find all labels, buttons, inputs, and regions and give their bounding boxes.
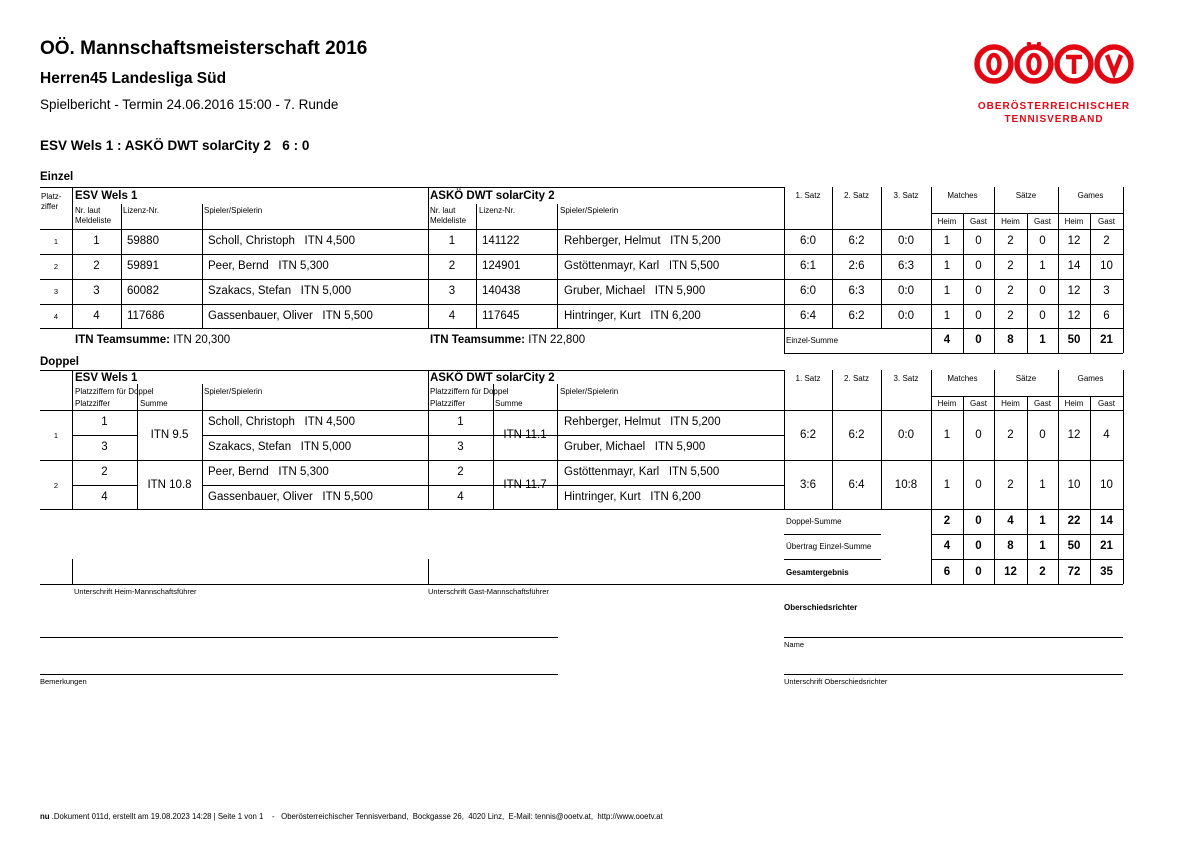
guest-team-name: ASKÖ DWT solarCity 2 [430, 190, 555, 202]
guest-spieler-label: Spieler/Spielerin [560, 206, 619, 215]
einzel-gast-header: Gast [1034, 217, 1051, 226]
doppel-satz2-header: 2. Satz [844, 374, 869, 383]
doppel-row-mh: 1 [943, 479, 951, 491]
guest-player-2: Hintringer, Kurt ITN 6,200 [564, 491, 701, 503]
home-lizenz: 59880 [127, 235, 159, 247]
einzel-row-gh: 12 [1067, 235, 1081, 247]
doppel-saetze-header: Sätze [1015, 374, 1037, 383]
einzel-row-s2: 6:2 [848, 310, 865, 322]
guest-player-1: Rehberger, Helmut ITN 5,200 [564, 416, 721, 428]
einzel-row-s2: 6:2 [848, 235, 865, 247]
einzel-saetze-header: Sätze [1015, 191, 1037, 200]
report-info: Spielbericht - Termin 24.06.2016 15:00 - 7. Runde [40, 97, 339, 112]
home-nr: 3 [93, 285, 100, 297]
bemerkungen-label: Bemerkungen [40, 677, 87, 686]
doppel-guest-platzziffer-label: Platzziffer [430, 399, 465, 408]
doppel-gast-header: Gast [1098, 399, 1115, 408]
logo-line1: OBERÖSTERREICHISCHER [977, 101, 1131, 112]
einzel-row-gg: 3 [1103, 285, 1110, 297]
einzel-row-sh: 2 [1007, 285, 1014, 297]
einzel-row-mg: 0 [975, 285, 982, 297]
home-lizenz: 60082 [127, 285, 159, 297]
doppel-section-title: Doppel [40, 356, 79, 368]
doppel-summe-mh: 2 [943, 515, 951, 527]
home-lizenz: 117686 [127, 310, 165, 322]
guest-player-1: Gstöttenmayr, Karl ITN 5,500 [564, 466, 720, 478]
doppel-heim-header: Heim [1064, 399, 1084, 408]
doppel-row-sh: 2 [1007, 429, 1014, 441]
einzel-satz3-header: 3. Satz [893, 191, 919, 200]
doppel-summe-label: Doppel-Summe [786, 517, 842, 526]
doppel-row-mh: 1 [943, 429, 951, 441]
footer: nu .Dokument 011d, erstellt am 19.08.2023 14:28 | Seite 1 von 1 - Oberösterreichischer Tennisverband, Bockgasse 26, 4020 Linz, E-Mail: tennis@ooetv.at, http://www.ooetv.at [40, 812, 663, 821]
doppel-home-platzziffer-label: Platzziffer [75, 399, 110, 408]
guest-player: Gruber, Michael ITN 5,900 [564, 285, 706, 297]
platz-label: Platz- ziffer [41, 192, 62, 211]
match-result: ESV Wels 1 : ASKÖ DWT solarCity 2 6 : 0 [40, 138, 310, 153]
guest-itn-doppel: ITN 11.1 [503, 429, 547, 441]
home-nr-label: Nr. laut Meldeliste [75, 206, 112, 225]
einzel-summe-mg: 0 [975, 334, 982, 346]
einzel-row-sh: 2 [1007, 260, 1014, 272]
uebertrag-label: Übertrag Einzel-Summe [786, 542, 872, 551]
home-spieler-label: Spieler/Spielerin [204, 206, 263, 215]
einzel-row-s2: 2:6 [848, 260, 865, 272]
einzel-row-gh: 12 [1067, 310, 1081, 322]
einzel-platz: 4 [53, 312, 59, 321]
einzel-satz1-header: 1. Satz [795, 191, 821, 200]
gesamt-mh: 6 [943, 566, 951, 578]
einzel-row-sh: 2 [1007, 310, 1014, 322]
einzel-row-mg: 0 [975, 260, 982, 272]
einzel-row-mh: 1 [943, 310, 951, 322]
doppel-row-s1: 3:6 [800, 479, 816, 491]
guest-platz-1: 1 [457, 416, 464, 428]
gesamt-gh: 72 [1067, 566, 1081, 578]
einzel-summe-sh: 8 [1007, 334, 1014, 346]
home-lizenz: 59891 [127, 260, 159, 272]
doppel-heim-header: Heim [1001, 399, 1020, 408]
doppel-matches-header: Matches [947, 374, 978, 383]
league-title: Herren45 Landesliga Süd [40, 70, 227, 87]
home-player-2: Szakacs, Stefan ITN 5,000 [208, 441, 352, 453]
einzel-satz2-header: 2. Satz [844, 191, 869, 200]
gesamt-label: Gesamtergebnis [786, 568, 849, 577]
guest-player: Hintringer, Kurt ITN 6,200 [564, 310, 701, 322]
doppel-row-s1: 6:2 [800, 429, 816, 441]
einzel-row-s1: 6:1 [800, 260, 816, 272]
guest-lizenz: 141122 [482, 235, 520, 247]
home-player: Szakacs, Stefan ITN 5,000 [208, 285, 352, 297]
guest-player-2: Gruber, Michael ITN 5,900 [564, 441, 706, 453]
doppel-row-s3: 10:8 [894, 479, 918, 491]
home-team-name: ESV Wels 1 [75, 190, 138, 202]
doppel-satz1-header: 1. Satz [795, 374, 821, 383]
gesamt-mg: 0 [975, 566, 982, 578]
einzel-row-gg: 2 [1103, 235, 1110, 247]
home-itn-doppel: ITN 9.5 [150, 429, 189, 441]
doppel-summe-sg: 1 [1039, 515, 1046, 527]
einzel-heim-header: Heim [937, 217, 957, 226]
guest-itn-sum: ITN Teamsumme: ITN 22,800 [430, 334, 586, 346]
einzel-row-mh: 1 [943, 285, 951, 297]
einzel-row-s3: 6:3 [898, 260, 914, 272]
guest-player: Gstöttenmayr, Karl ITN 5,500 [564, 260, 720, 272]
doppel-summe-gg: 14 [1100, 515, 1113, 527]
einzel-section-title: Einzel [40, 171, 74, 183]
einzel-heim-header: Heim [1001, 217, 1020, 226]
home-itn-sum: ITN Teamsumme: ITN 20,300 [75, 334, 231, 346]
guest-platz-1: 2 [457, 466, 464, 478]
doppel-summe-gh: 22 [1067, 515, 1081, 527]
einzel-row-gh: 14 [1067, 260, 1081, 272]
einzel-matches-header: Matches [947, 191, 978, 200]
home-player-1: Scholl, Christoph ITN 4,500 [208, 416, 356, 428]
einzel-platz: 3 [53, 287, 59, 296]
gesamt-gg: 35 [1100, 566, 1113, 578]
doppel-guest-summe-label: Summe [495, 399, 523, 408]
einzel-row-sg: 0 [1039, 285, 1046, 297]
einzel-summe-sg: 1 [1039, 334, 1046, 346]
doppel-row-mg: 0 [975, 429, 982, 441]
home-platz-2: 3 [101, 441, 108, 453]
guest-platz-2: 4 [457, 491, 464, 503]
einzel-row-s1: 6:4 [800, 310, 816, 322]
einzel-row-s1: 6:0 [800, 235, 816, 247]
doppel-summe-sh: 4 [1007, 515, 1014, 527]
home-platz-1: 2 [101, 466, 108, 478]
einzel-games-header: Games [1077, 191, 1104, 200]
doppel-guest-team: ASKÖ DWT solarCity 2 [430, 372, 555, 384]
logo-line2: TENNISVERBAND [1004, 114, 1104, 125]
gesamt-sh: 12 [1004, 566, 1017, 578]
home-player: Peer, Bernd ITN 5,300 [208, 260, 329, 272]
einzel-row-gh: 12 [1067, 285, 1081, 297]
page-title: OÖ. Mannschaftsmeisterschaft 2016 [40, 38, 368, 59]
doppel-row-gg: 10 [1100, 479, 1113, 491]
einzel-row-sg: 0 [1039, 310, 1046, 322]
doppel-guest-spieler-label: Spieler/Spielerin [560, 387, 619, 396]
einzel-row-s1: 6:0 [800, 285, 816, 297]
einzel-row-mg: 0 [975, 235, 982, 247]
einzel-row-sg: 0 [1039, 235, 1046, 247]
home-platz-1: 1 [101, 416, 108, 428]
einzel-platz: 1 [53, 237, 59, 246]
doppel-row-mg: 0 [975, 479, 982, 491]
uebertrag-mg: 0 [975, 540, 982, 552]
ooetv-logo [974, 42, 1134, 126]
guest-nr: 3 [448, 285, 456, 297]
einzel-summe-mh: 4 [943, 334, 951, 346]
einzel-gast-header: Gast [1098, 217, 1115, 226]
guest-lizenz: 140438 [482, 285, 521, 297]
doppel-row-sg: 0 [1039, 429, 1046, 441]
doppel-row-gh: 10 [1067, 479, 1081, 491]
doppel-satz3-header: 3. Satz [893, 374, 919, 383]
doppel-row-sg: 1 [1039, 479, 1046, 491]
guest-lizenz-label: Lizenz-Nr. [479, 206, 516, 215]
doppel-row-s2: 6:2 [848, 429, 865, 441]
guest-lizenz: 117645 [482, 310, 520, 322]
guest-itn-doppel: ITN 11.7 [503, 479, 547, 491]
doppel-row-s3: 0:0 [898, 429, 914, 441]
doppel-gast-header: Gast [970, 399, 987, 408]
einzel-row-gg: 10 [1100, 260, 1113, 272]
einzel-row-s3: 0:0 [898, 310, 914, 322]
einzel-row-s3: 0:0 [898, 285, 914, 297]
einzel-gast-header: Gast [970, 217, 987, 226]
home-lizenz-label: Lizenz-Nr. [123, 206, 160, 215]
uebertrag-sg: 1 [1039, 540, 1046, 552]
einzel-row-gg: 6 [1103, 310, 1110, 322]
gast-signature-label: Unterschrift Gast-Mannschaftsführer [428, 587, 549, 596]
doppel-row-gh: 12 [1067, 429, 1081, 441]
guest-player: Rehberger, Helmut ITN 5,200 [564, 235, 721, 247]
guest-nr: 4 [448, 310, 456, 322]
einzel-row-s3: 0:0 [898, 235, 914, 247]
doppel-row-s2: 6:4 [848, 479, 865, 491]
home-itn-doppel: ITN 10.8 [147, 479, 192, 491]
uebertrag-mh: 4 [943, 540, 951, 552]
einzel-row-mh: 1 [943, 235, 951, 247]
doppel-row-gg: 4 [1103, 429, 1110, 441]
doppel-heim-header: Heim [937, 399, 957, 408]
einzel-row-mh: 1 [943, 260, 951, 272]
osr-signature-label: Unterschrift Oberschiedsrichter [784, 677, 888, 686]
doppel-guest-platz-label: Platzziffern für Doppel [430, 387, 509, 396]
heim-signature-label: Unterschrift Heim-Mannschaftsführer [74, 587, 197, 596]
home-platz-2: 4 [101, 491, 108, 503]
doppel-gast-header: Gast [1034, 399, 1051, 408]
home-player: Gassenbauer, Oliver ITN 5,500 [208, 310, 373, 322]
gesamt-sg: 2 [1039, 566, 1046, 578]
oberschiedsrichter-label: Oberschiedsrichter [784, 603, 858, 612]
einzel-row-mg: 0 [975, 310, 982, 322]
einzel-row-s2: 6:3 [848, 285, 865, 297]
home-nr: 2 [93, 260, 100, 272]
guest-nr-label: Nr. laut Meldeliste [430, 206, 467, 225]
home-player: Scholl, Christoph ITN 4,500 [208, 235, 356, 247]
uebertrag-gg: 21 [1100, 540, 1113, 552]
doppel-home-spieler-label: Spieler/Spielerin [204, 387, 263, 396]
guest-platz-2: 3 [457, 441, 464, 453]
einzel-heim-header: Heim [1064, 217, 1084, 226]
einzel-row-sg: 1 [1039, 260, 1046, 272]
osr-name-label: Name [784, 640, 805, 649]
einzel-summe-gh: 50 [1067, 334, 1081, 346]
home-nr: 4 [93, 310, 100, 322]
uebertrag-gh: 50 [1067, 540, 1081, 552]
doppel-platz: 1 [53, 431, 59, 440]
uebertrag-sh: 8 [1007, 540, 1014, 552]
guest-lizenz: 124901 [482, 260, 521, 272]
einzel-platz: 2 [53, 262, 59, 271]
doppel-home-team: ESV Wels 1 [75, 372, 138, 384]
home-player-2: Gassenbauer, Oliver ITN 5,500 [208, 491, 373, 503]
guest-nr: 1 [448, 235, 456, 247]
einzel-summe-label: Einzel-Summe [786, 336, 839, 345]
doppel-games-header: Games [1077, 374, 1104, 383]
doppel-platz: 2 [53, 481, 59, 490]
doppel-row-sh: 2 [1007, 479, 1014, 491]
home-player-1: Peer, Bernd ITN 5,300 [208, 466, 329, 478]
doppel-summe-mg: 0 [975, 515, 982, 527]
guest-nr: 2 [448, 260, 456, 272]
einzel-summe-gg: 21 [1100, 334, 1113, 346]
doppel-home-summe-label: Summe [140, 399, 168, 408]
home-nr: 1 [93, 235, 100, 247]
einzel-row-sh: 2 [1007, 235, 1014, 247]
doppel-home-platz-label: Platzziffern für Doppel [75, 387, 154, 396]
